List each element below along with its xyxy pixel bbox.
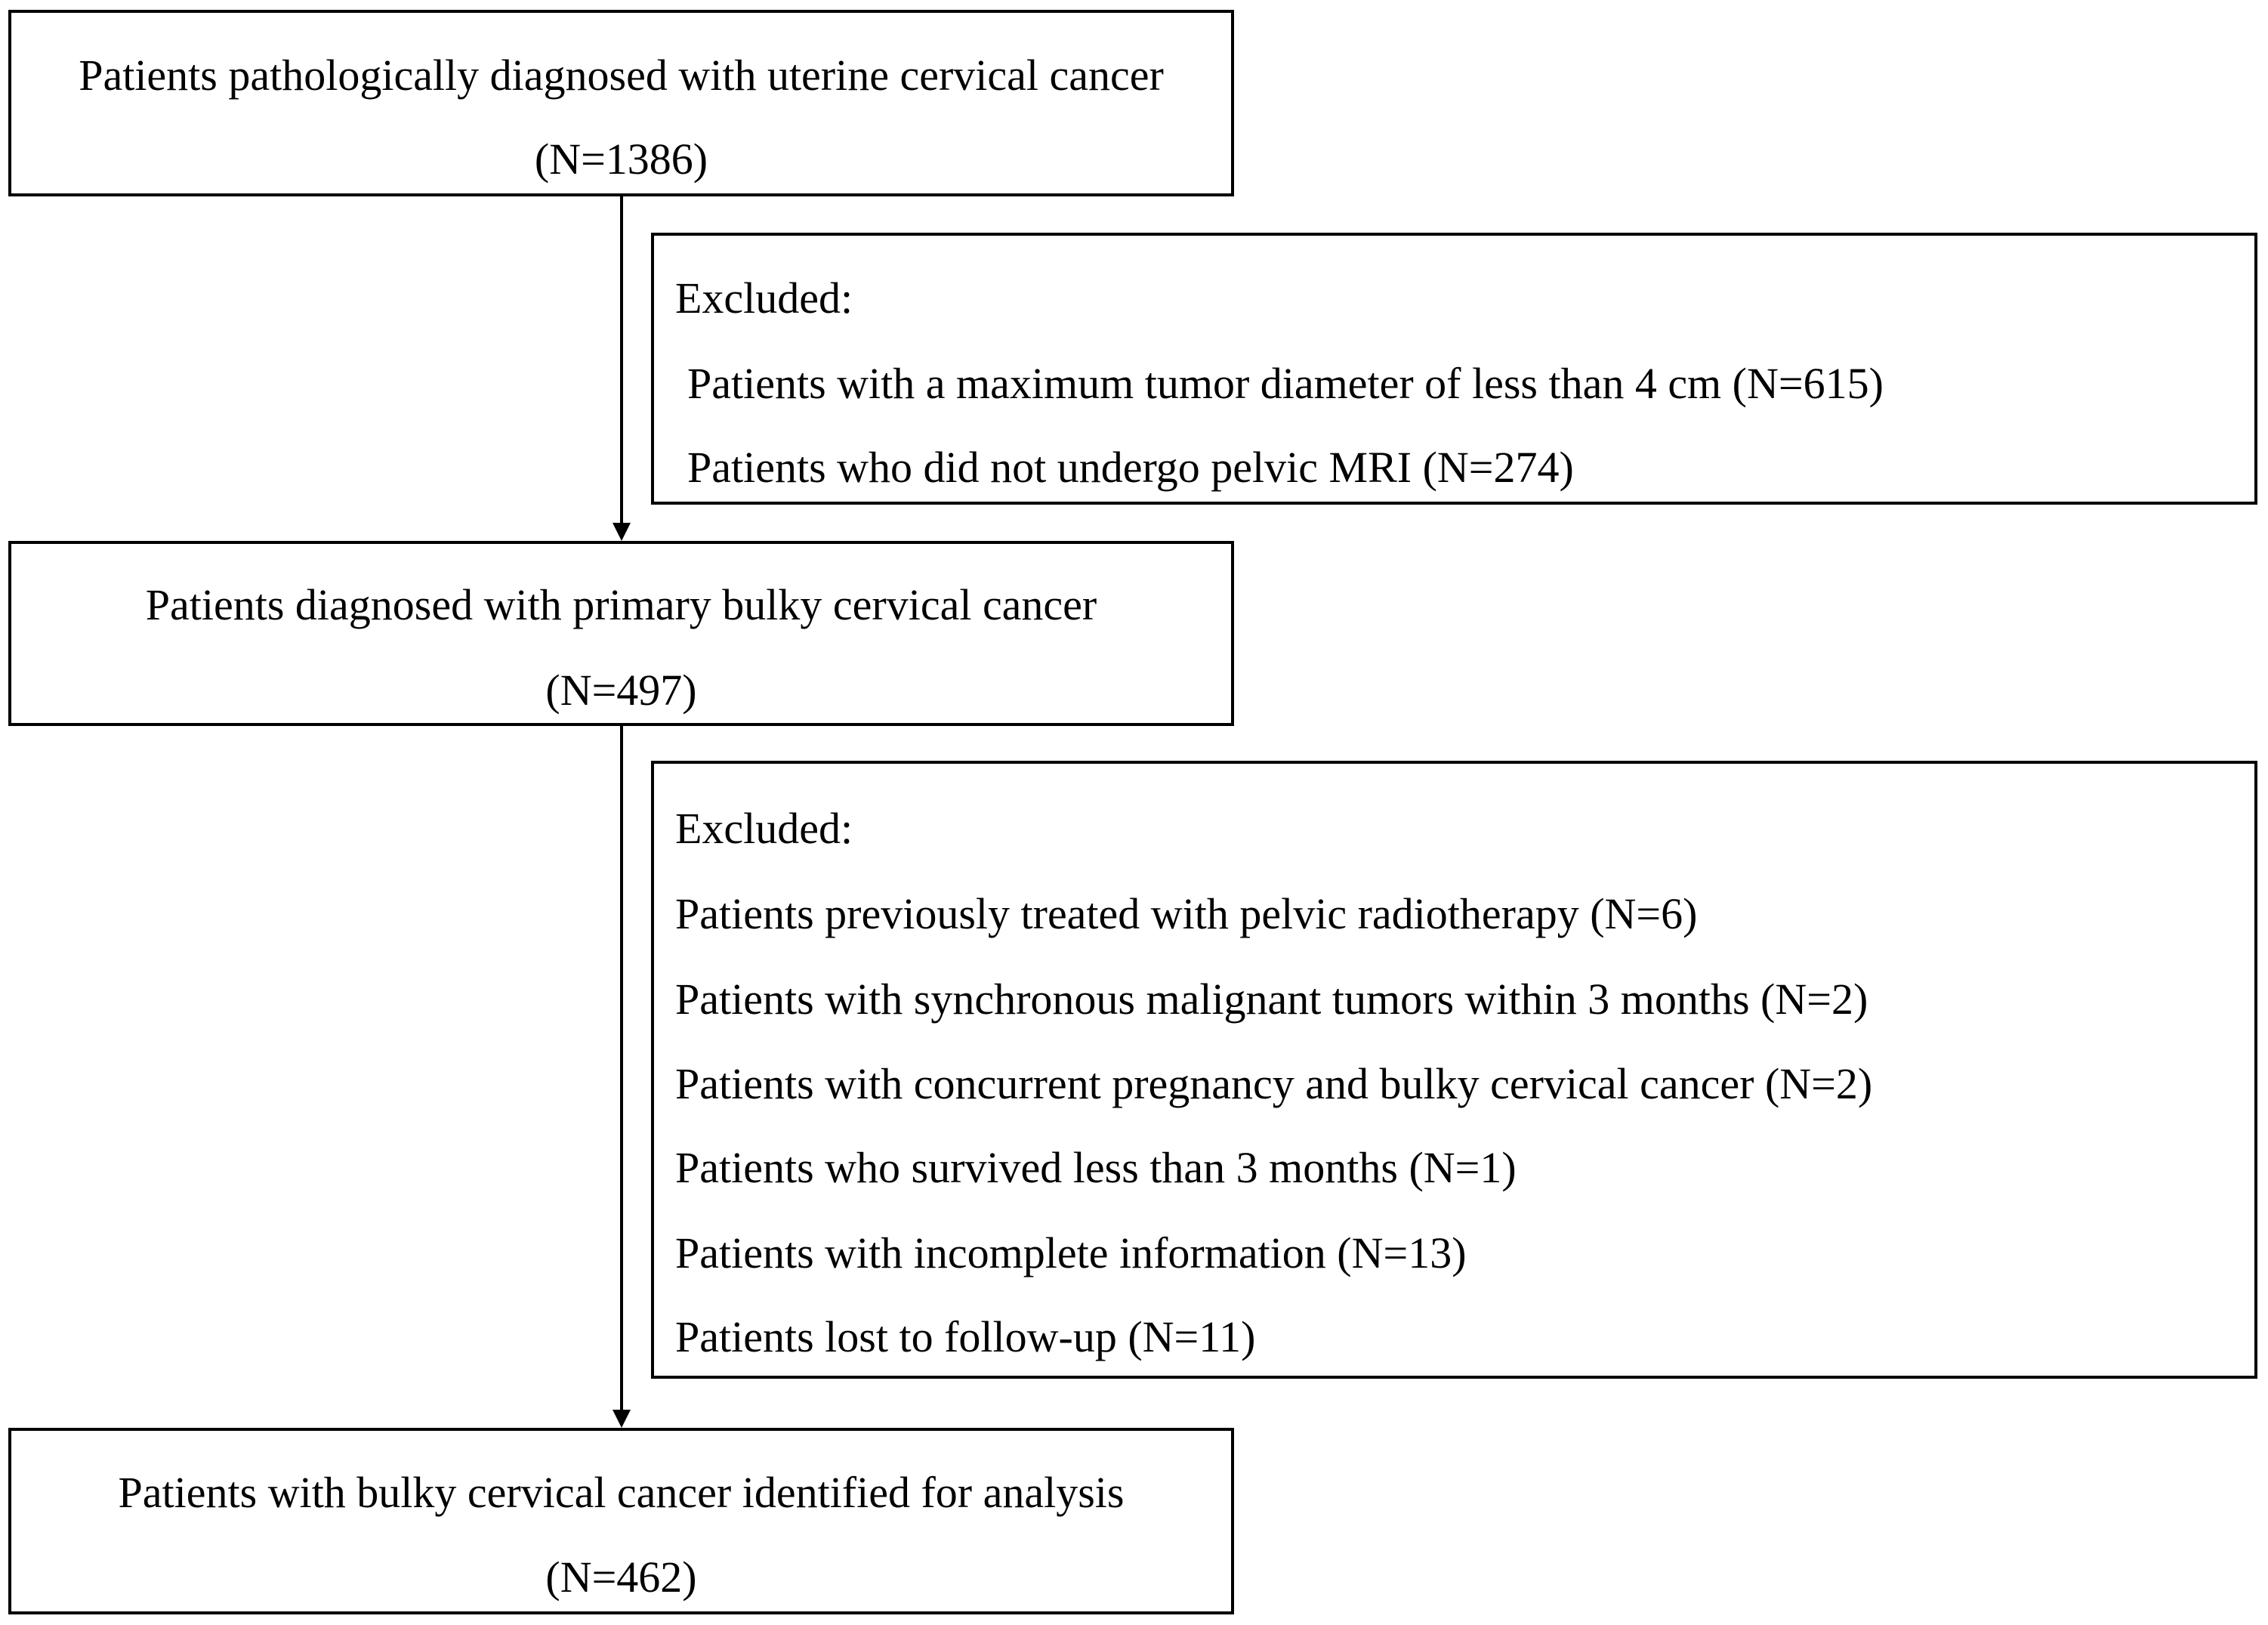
exclusion-item: Patients with synchronous malignant tumors within 3 months (N=2)	[675, 975, 1868, 1024]
final-cohort-label: Patients with bulky cervical cancer identified for analysis	[118, 1468, 1125, 1517]
exclusion-heading: Excluded:	[675, 273, 853, 323]
initial-cohort-box	[8, 10, 1234, 196]
exclusion-item: Patients who survived less than 3 months (N=1)	[675, 1143, 1517, 1192]
final-cohort-box	[8, 1428, 1234, 1614]
final-cohort-count: (N=462)	[545, 1552, 697, 1602]
exclusion-item: Patients who did not undergo pelvic MRI (N=274)	[687, 443, 1574, 492]
primary-cohort-count: (N=497)	[545, 666, 697, 715]
exclusion-item: Patients with concurrent pregnancy and bulky cervical cancer (N=2)	[675, 1059, 1873, 1108]
exclusion-box-2	[651, 761, 2257, 1379]
initial-cohort-label: Patients pathologically diagnosed with uterine cervical cancer	[79, 51, 1164, 100]
exclusion-heading: Excluded:	[675, 804, 853, 853]
initial-cohort-count: (N=1386)	[534, 134, 708, 184]
exclusion-item: Patients lost to follow-up (N=11)	[675, 1312, 1256, 1361]
arrowhead-1	[613, 523, 631, 541]
exclusion-item: Patients with incomplete information (N=13)	[675, 1228, 1467, 1277]
primary-cohort-box	[8, 541, 1234, 726]
arrowhead-2	[613, 1410, 631, 1428]
exclusion-item: Patients previously treated with pelvic radiotherapy (N=6)	[675, 889, 1698, 938]
exclusion-item: Patients with a maximum tumor diameter of less than 4 cm (N=615)	[687, 359, 1884, 408]
primary-cohort-label: Patients diagnosed with primary bulky cervical cancer	[145, 580, 1097, 629]
exclusion-box-1	[651, 233, 2257, 505]
